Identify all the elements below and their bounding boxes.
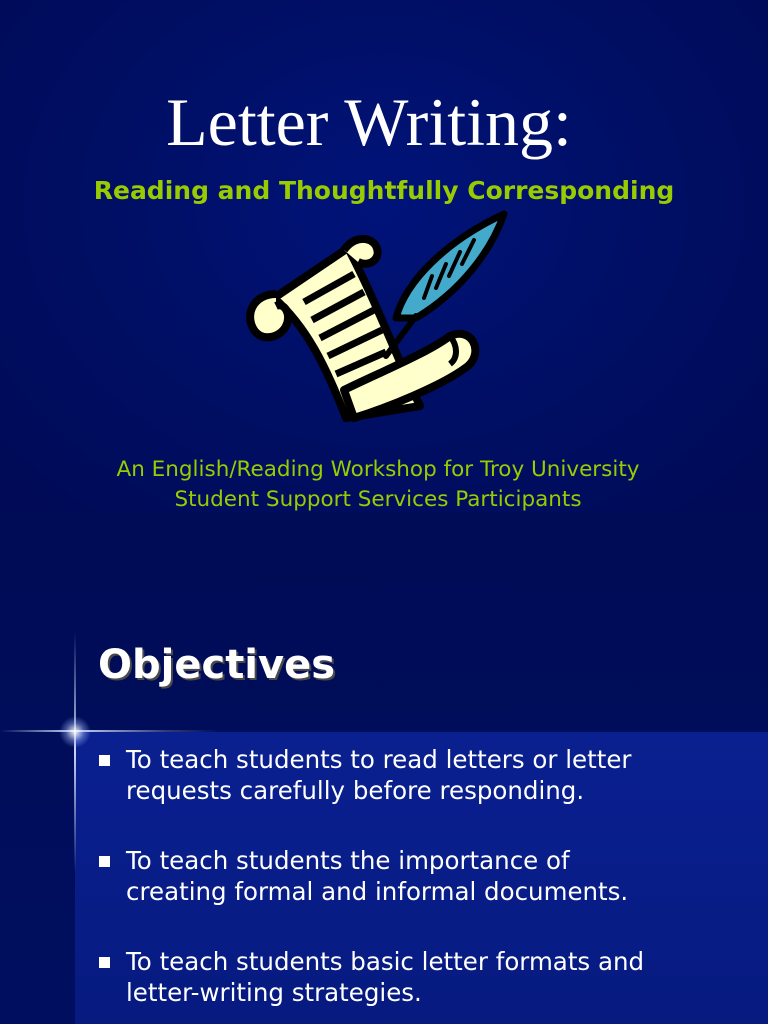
objectives-list xyxy=(97,744,737,1024)
list-item xyxy=(97,845,737,907)
bullet-line: creating formal and informal documents. xyxy=(126,877,629,906)
objectives-slide xyxy=(0,512,768,1024)
bullet-line: To teach students basic letter formats and xyxy=(126,947,645,976)
objectives-heading: Objectives xyxy=(98,642,336,688)
bullet-line: To teach students the importance of xyxy=(126,846,570,875)
lens-flare-glow xyxy=(59,716,91,748)
square-bullet-icon xyxy=(99,957,110,968)
lens-flare-vertical xyxy=(74,632,76,872)
workshop-line-2: Student Support Services Participants xyxy=(174,487,582,512)
bullet-line: letter-writing strategies. xyxy=(126,978,422,1007)
list-item xyxy=(97,744,737,806)
square-bullet-icon xyxy=(99,856,110,867)
bullet-line: requests carefully before responding. xyxy=(126,776,585,805)
bullet-line: To teach students to read letters or letter xyxy=(126,745,632,774)
list-item xyxy=(97,946,737,1008)
square-bullet-icon xyxy=(99,755,110,766)
workshop-line-1: An English/Reading Workshop for Troy University xyxy=(116,457,640,482)
workshop-description xyxy=(0,455,756,512)
lens-flare-horizontal xyxy=(0,730,220,732)
slide-title: Letter Writing: xyxy=(166,84,572,160)
slide-subtitle: Reading and Thoughtfully Corresponding xyxy=(93,176,675,205)
scroll-and-quill-icon xyxy=(236,206,516,426)
